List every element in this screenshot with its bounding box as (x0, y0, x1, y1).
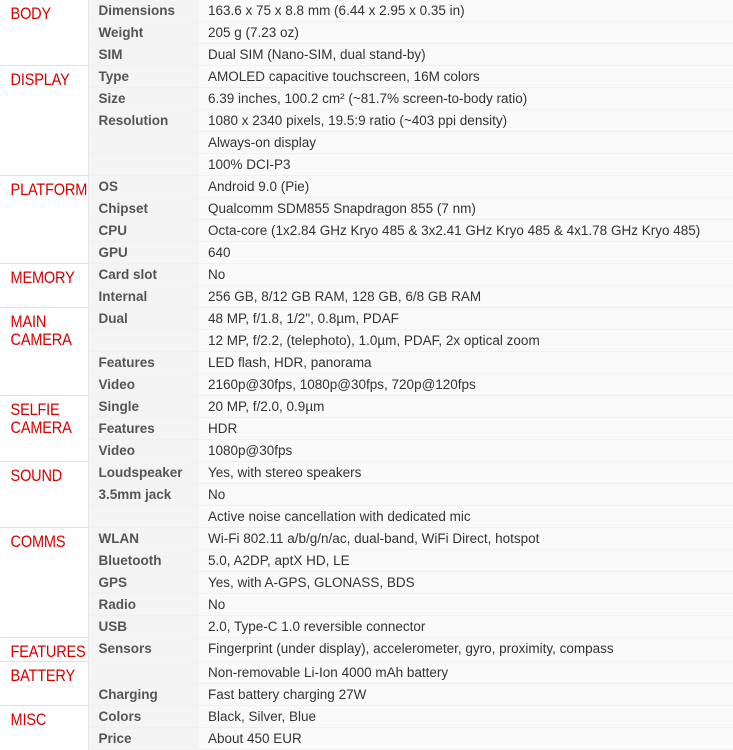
spec-label-sim[interactable]: SIM (88, 44, 199, 66)
spec-section-comms (0, 528, 733, 638)
category-cell (0, 308, 88, 396)
spec-value: HDR (199, 418, 733, 440)
spec-label-3-5mm-jack[interactable]: 3.5mm jack (88, 484, 199, 506)
category-label[interactable]: MAIN CAMERA (10, 313, 72, 349)
spec-value: Octa-core (1x2.84 GHz Kryo 485 & 3x2.41 GHz Kryo 485 & 4x1.78 GHz Kryo 485) (199, 220, 733, 242)
spec-row (0, 706, 733, 728)
spec-section-memory (0, 264, 733, 308)
spec-section-features (0, 638, 733, 662)
spec-value: 48 MP, f/1.8, 1/2", 0.8µm, PDAF (199, 308, 733, 330)
spec-label-blank (88, 330, 199, 352)
spec-row (0, 154, 733, 176)
spec-label-price[interactable]: Price (88, 728, 199, 750)
category-cell (0, 0, 88, 66)
category-label[interactable]: MISC (10, 711, 47, 729)
spec-row (0, 242, 733, 264)
spec-value: Black, Silver, Blue (199, 706, 733, 728)
spec-label-video[interactable]: Video (88, 374, 199, 396)
category-label[interactable]: MEMORY (10, 269, 75, 287)
spec-row (0, 286, 733, 308)
spec-value: 12 MP, f/2.2, (telephoto), 1.0µm, PDAF, 2x optical zoom (199, 330, 733, 352)
category-label[interactable]: BATTERY (10, 667, 75, 685)
spec-value: 20 MP, f/2.0, 0.9µm (199, 396, 733, 418)
spec-row (0, 66, 733, 88)
category-label[interactable]: PLATFORM (10, 181, 88, 199)
spec-section-battery (0, 662, 733, 706)
spec-label-chipset[interactable]: Chipset (88, 198, 199, 220)
spec-value: About 450 EUR (199, 728, 733, 750)
spec-value: Dual SIM (Nano-SIM, dual stand-by) (199, 44, 733, 66)
category-cell (0, 462, 88, 528)
spec-label-type[interactable]: Type (88, 66, 199, 88)
spec-row (0, 418, 733, 440)
spec-row (0, 220, 733, 242)
spec-value: AMOLED capacitive touchscreen, 16M colors (199, 66, 733, 88)
spec-section-sound (0, 462, 733, 528)
spec-value: Wi-Fi 802.11 a/b/g/n/ac, dual-band, WiFi Direct, hotspot (199, 528, 733, 550)
spec-row (0, 662, 733, 684)
spec-row (0, 132, 733, 154)
spec-row (0, 264, 733, 286)
spec-value: 2160p@30fps, 1080p@30fps, 720p@120fps (199, 374, 733, 396)
spec-value: Yes, with A-GPS, GLONASS, BDS (199, 572, 733, 594)
spec-value: 1080p@30fps (199, 440, 733, 462)
spec-label-dimensions[interactable]: Dimensions (88, 0, 199, 22)
spec-label-bluetooth[interactable]: Bluetooth (88, 550, 199, 572)
spec-value: 6.39 inches, 100.2 cm² (~81.7% screen-to-body ratio) (199, 88, 733, 110)
spec-row (0, 44, 733, 66)
spec-row (0, 396, 733, 418)
spec-row (0, 484, 733, 506)
spec-row (0, 176, 733, 198)
spec-row (0, 684, 733, 706)
spec-row (0, 374, 733, 396)
spec-value: 256 GB, 8/12 GB RAM, 128 GB, 6/8 GB RAM (199, 286, 733, 308)
spec-label-radio[interactable]: Radio (88, 594, 199, 616)
spec-value: LED flash, HDR, panorama (199, 352, 733, 374)
spec-label-usb[interactable]: USB (88, 616, 199, 638)
spec-label-weight[interactable]: Weight (88, 22, 199, 44)
spec-section-selfie-camera (0, 396, 733, 462)
spec-value: Active noise cancellation with dedicated mic (199, 506, 733, 528)
spec-value: 163.6 x 75 x 8.8 mm (6.44 x 2.95 x 0.35 in) (199, 0, 733, 22)
spec-label-internal[interactable]: Internal (88, 286, 199, 308)
spec-label-size[interactable]: Size (88, 88, 199, 110)
spec-section-main-camera (0, 308, 733, 396)
spec-row (0, 528, 733, 550)
spec-row (0, 308, 733, 330)
spec-label-loudspeaker[interactable]: Loudspeaker (88, 462, 199, 484)
spec-label-gps[interactable]: GPS (88, 572, 199, 594)
spec-label-blank (88, 506, 199, 528)
spec-label-features[interactable]: Features (88, 418, 199, 440)
spec-value: Android 9.0 (Pie) (199, 176, 733, 198)
spec-value: Always-on display (199, 132, 733, 154)
spec-label-blank (88, 154, 199, 176)
spec-value: 640 (199, 242, 733, 264)
spec-label-gpu[interactable]: GPU (88, 242, 199, 264)
spec-label-single[interactable]: Single (88, 396, 199, 418)
category-label[interactable]: SELFIE CAMERA (10, 401, 72, 437)
spec-row (0, 198, 733, 220)
category-cell (0, 638, 88, 662)
category-cell (0, 264, 88, 308)
spec-label-sensors[interactable]: Sensors (88, 638, 199, 662)
spec-row (0, 440, 733, 462)
spec-row (0, 330, 733, 352)
spec-row (0, 616, 733, 638)
spec-row (0, 550, 733, 572)
category-label[interactable]: BODY (10, 5, 52, 23)
category-cell (0, 396, 88, 462)
spec-value: 5.0, A2DP, aptX HD, LE (199, 550, 733, 572)
spec-value: 1080 x 2340 pixels, 19.5:9 ratio (~403 ppi density) (199, 110, 733, 132)
category-cell (0, 528, 88, 638)
spec-label-blank (88, 132, 199, 154)
category-cell (0, 662, 88, 706)
spec-label-charging[interactable]: Charging (88, 684, 199, 706)
spec-section-display (0, 66, 733, 176)
category-cell (0, 66, 88, 176)
spec-row (0, 462, 733, 484)
category-label[interactable]: DISPLAY (10, 71, 70, 89)
spec-section-misc (0, 706, 733, 750)
spec-label-wlan[interactable]: WLAN (88, 528, 199, 550)
spec-label-colors[interactable]: Colors (88, 706, 199, 728)
spec-label-features[interactable]: Features (88, 352, 199, 374)
spec-section-platform (0, 176, 733, 264)
spec-value: No (199, 484, 733, 506)
spec-value: Fast battery charging 27W (199, 684, 733, 706)
spec-value: No (199, 594, 733, 616)
spec-label-video[interactable]: Video (88, 440, 199, 462)
category-label[interactable]: COMMS (10, 533, 66, 551)
spec-label-os[interactable]: OS (88, 176, 199, 198)
category-cell (0, 176, 88, 264)
spec-row (0, 728, 733, 750)
spec-label-card-slot[interactable]: Card slot (88, 264, 199, 286)
spec-row (0, 506, 733, 528)
spec-row (0, 594, 733, 616)
spec-row (0, 110, 733, 132)
spec-label-resolution[interactable]: Resolution (88, 110, 199, 132)
spec-value: 205 g (7.23 oz) (199, 22, 733, 44)
spec-value: No (199, 264, 733, 286)
spec-row (0, 0, 733, 22)
spec-section-body (0, 0, 733, 66)
spec-label-dual[interactable]: Dual (88, 308, 199, 330)
spec-row (0, 88, 733, 110)
category-label[interactable]: FEATURES (10, 643, 86, 661)
spec-row (0, 572, 733, 594)
spec-value: Non-removable Li-Ion 4000 mAh battery (199, 662, 733, 684)
spec-label-blank (88, 662, 199, 684)
spec-value: Fingerprint (under display), accelerometer, gyro, proximity, compass (199, 638, 733, 662)
spec-value: Qualcomm SDM855 Snapdragon 855 (7 nm) (199, 198, 733, 220)
spec-label-cpu[interactable]: CPU (88, 220, 199, 242)
spec-row (0, 22, 733, 44)
spec-value: 100% DCI-P3 (199, 154, 733, 176)
spec-row (0, 352, 733, 374)
spec-row (0, 638, 733, 662)
spec-value: Yes, with stereo speakers (199, 462, 733, 484)
category-cell (0, 706, 88, 750)
category-label[interactable]: SOUND (10, 467, 63, 485)
spec-value: 2.0, Type-C 1.0 reversible connector (199, 616, 733, 638)
